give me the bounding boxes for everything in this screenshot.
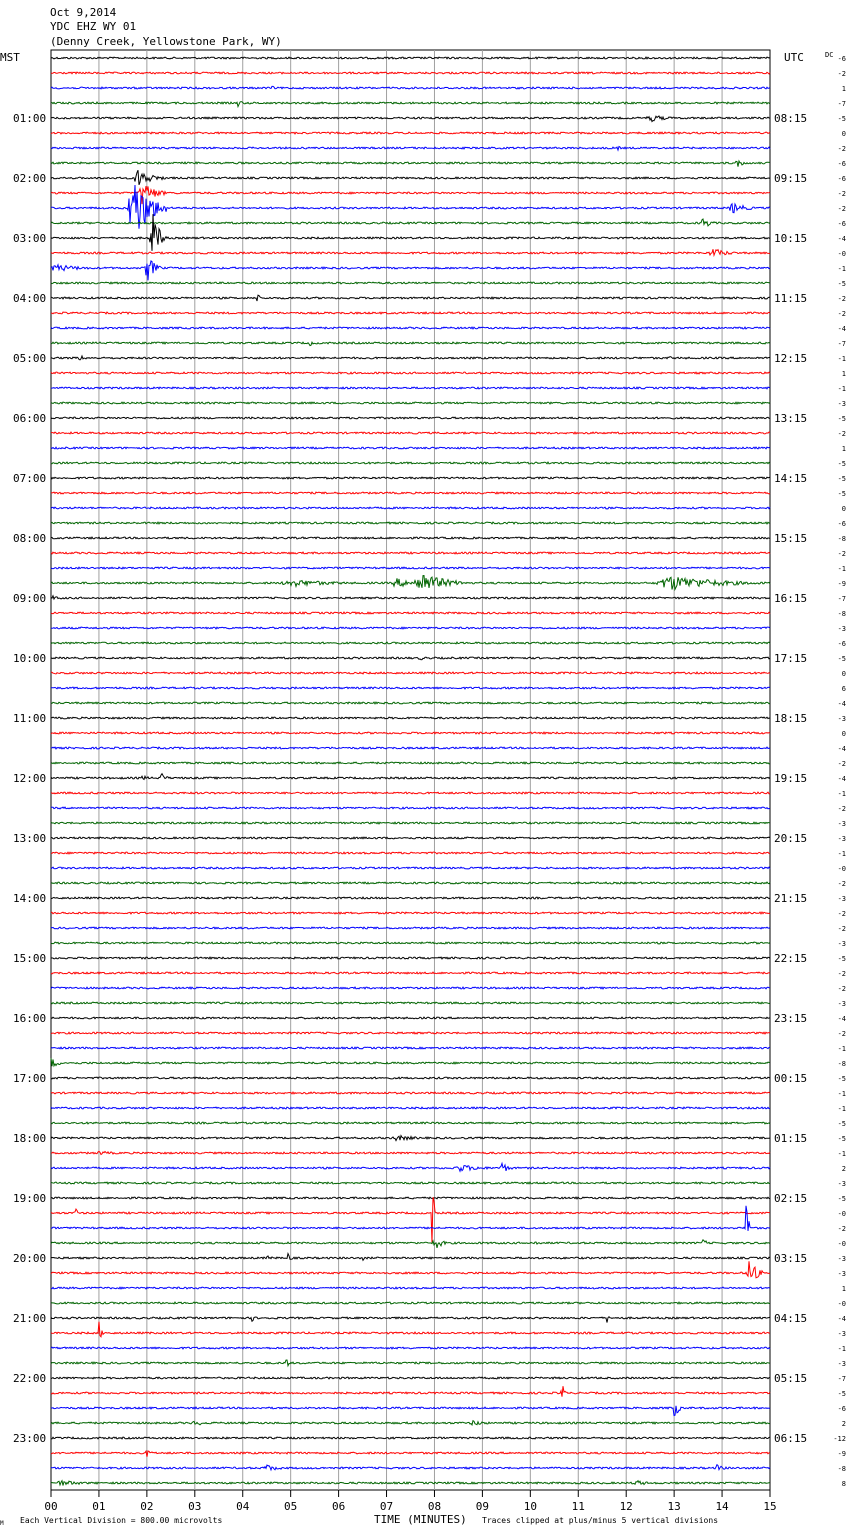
left-hour-label: 21:00 bbox=[13, 1312, 47, 1325]
dc-offset-label: -5 bbox=[837, 1075, 846, 1083]
trace-line-33 bbox=[51, 552, 770, 554]
left-hour-label: 12:00 bbox=[13, 772, 47, 785]
trace-line-34 bbox=[51, 567, 770, 569]
dc-offset-label: -7 bbox=[837, 340, 846, 348]
left-hour-label: 16:00 bbox=[13, 1012, 47, 1025]
dc-offset-label: -7 bbox=[837, 595, 846, 603]
right-hour-label: 18:15 bbox=[774, 712, 808, 725]
trace-line-94 bbox=[51, 1465, 770, 1470]
trace-line-23 bbox=[51, 402, 770, 404]
dc-offset-label: -3 bbox=[837, 1000, 846, 1008]
x-tick-label: 10 bbox=[523, 1500, 537, 1513]
trace-line-79 bbox=[51, 1240, 770, 1248]
x-tick-label: 01 bbox=[92, 1500, 106, 1513]
trace-line-61 bbox=[51, 972, 770, 974]
trace-line-11 bbox=[51, 219, 770, 226]
dc-offset-label: -3 bbox=[837, 1255, 846, 1263]
trace-line-64 bbox=[51, 1017, 770, 1019]
trace-line-15 bbox=[51, 282, 770, 284]
dc-offset-label: -6 bbox=[837, 640, 846, 648]
dc-offset-label: -2 bbox=[837, 295, 846, 303]
trace-line-68 bbox=[51, 1077, 770, 1079]
trace-line-75 bbox=[51, 1182, 770, 1184]
x-tick-label: 14 bbox=[715, 1500, 729, 1513]
trace-line-92 bbox=[51, 1437, 770, 1439]
dc-offset-label: -5 bbox=[837, 1120, 846, 1128]
trace-line-45 bbox=[51, 732, 770, 734]
trace-line-83 bbox=[51, 1302, 770, 1304]
right-hour-label: 13:15 bbox=[774, 412, 808, 425]
dc-offset-label: -2 bbox=[837, 205, 846, 213]
dc-offset-label: -8 bbox=[837, 1060, 846, 1068]
trace-line-42 bbox=[51, 687, 770, 689]
trace-line-18 bbox=[51, 327, 770, 329]
dc-offset-label: -2 bbox=[837, 760, 846, 768]
right-hour-label: 09:15 bbox=[774, 172, 808, 185]
left-hour-label: 05:00 bbox=[13, 352, 47, 365]
trace-line-77 bbox=[51, 1197, 770, 1242]
trace-line-40 bbox=[51, 657, 770, 660]
trace-line-8 bbox=[51, 170, 770, 185]
dc-offset-label: -3 bbox=[837, 1270, 846, 1278]
trace-line-53 bbox=[51, 852, 770, 854]
dc-offset-label: -3 bbox=[837, 625, 846, 633]
clip-note: Traces clipped at plus/minus 5 vertical divisions bbox=[482, 1516, 719, 1525]
left-hour-label: 01:00 bbox=[13, 112, 47, 125]
dc-offset-label: 2 bbox=[841, 1165, 846, 1173]
dc-offset-label: -4 bbox=[837, 325, 846, 333]
scale-mark: M bbox=[0, 1520, 4, 1527]
x-axis-ticks bbox=[44, 1490, 776, 1513]
x-tick-label: 05 bbox=[284, 1500, 298, 1513]
dc-offset-label: -5 bbox=[837, 280, 846, 288]
x-axis-label: TIME (MINUTES) bbox=[374, 1513, 467, 1526]
trace-line-25 bbox=[51, 432, 770, 434]
trace-line-90 bbox=[51, 1406, 770, 1416]
dc-offset-label: -0 bbox=[837, 1300, 846, 1308]
dc-offset-label: -2 bbox=[837, 70, 846, 78]
trace-line-5 bbox=[51, 132, 770, 134]
x-tick-label: 03 bbox=[188, 1500, 202, 1513]
dc-offset-label: 0 bbox=[841, 670, 846, 678]
trace-line-22 bbox=[51, 387, 770, 389]
trace-line-50 bbox=[51, 807, 770, 809]
dc-offset-label: -1 bbox=[837, 1345, 846, 1353]
dc-offset-label: -2 bbox=[837, 985, 846, 993]
trace-line-28 bbox=[51, 477, 770, 479]
dc-offset-label: -6 bbox=[837, 55, 846, 63]
right-hour-label: 16:15 bbox=[774, 592, 808, 605]
dc-offset-label: -3 bbox=[837, 400, 846, 408]
right-hour-label: 11:15 bbox=[774, 292, 808, 305]
trace-line-69 bbox=[51, 1092, 770, 1094]
right-hour-label: 17:15 bbox=[774, 652, 808, 665]
dc-offset-label: -3 bbox=[837, 835, 846, 843]
right-hour-label: 20:15 bbox=[774, 832, 808, 845]
trace-line-52 bbox=[51, 837, 770, 839]
dc-offset-header: DC bbox=[825, 51, 834, 59]
dc-offset-label: -5 bbox=[837, 490, 846, 498]
right-hour-label: 08:15 bbox=[774, 112, 808, 125]
left-hour-label: 09:00 bbox=[13, 592, 47, 605]
dc-offset-label: 8 bbox=[841, 1480, 846, 1488]
right-hour-label: 01:15 bbox=[774, 1132, 808, 1145]
trace-line-78 bbox=[51, 1206, 770, 1231]
left-hour-label: 23:00 bbox=[13, 1432, 47, 1445]
right-hour-label: 15:15 bbox=[774, 532, 808, 545]
right-hour-label: 04:15 bbox=[774, 1312, 808, 1325]
dc-offset-label: -4 bbox=[837, 775, 846, 783]
trace-line-93 bbox=[51, 1451, 770, 1457]
dc-offset-label: -2 bbox=[837, 190, 846, 198]
trace-line-55 bbox=[51, 882, 770, 884]
dc-offset-label: -3 bbox=[837, 895, 846, 903]
left-hour-label: 02:00 bbox=[13, 172, 47, 185]
trace-line-72 bbox=[51, 1136, 770, 1141]
trace-line-38 bbox=[51, 627, 770, 629]
right-hour-label: 03:15 bbox=[774, 1252, 808, 1265]
dc-offset-label: 0 bbox=[841, 505, 846, 513]
header-location: (Denny Creek, Yellowstone Park, WY) bbox=[50, 35, 282, 48]
dc-offset-label: 2 bbox=[841, 1420, 846, 1428]
dc-offset-label: -2 bbox=[837, 1030, 846, 1038]
trace-line-7 bbox=[51, 161, 770, 167]
trace-line-70 bbox=[51, 1107, 770, 1109]
trace-line-44 bbox=[51, 717, 770, 719]
dc-offset-label: -2 bbox=[837, 910, 846, 918]
dc-offset-label: -0 bbox=[837, 250, 846, 258]
x-tick-label: 06 bbox=[331, 1500, 346, 1513]
x-tick-label: 15 bbox=[763, 1500, 777, 1513]
dc-offset-label: -5 bbox=[837, 1195, 846, 1203]
dc-offset-label: -4 bbox=[837, 700, 846, 708]
left-hour-label: 19:00 bbox=[13, 1192, 47, 1205]
left-hour-label: 08:00 bbox=[13, 532, 47, 545]
right-hour-label: 23:15 bbox=[774, 1012, 808, 1025]
dc-offset-label: -1 bbox=[837, 1105, 846, 1113]
dc-offset-label: -7 bbox=[837, 100, 846, 108]
trace-line-49 bbox=[51, 792, 770, 794]
dc-offset-label: 6 bbox=[841, 685, 846, 693]
right-hour-label: 05:15 bbox=[774, 1372, 808, 1385]
dc-offset-label: -1 bbox=[837, 1150, 846, 1158]
dc-offset-label: -4 bbox=[837, 235, 846, 243]
x-tick-label: 04 bbox=[236, 1500, 250, 1513]
dc-offset-label: -2 bbox=[837, 880, 846, 888]
dc-offset-label: -2 bbox=[837, 925, 846, 933]
dc-offset-label: -3 bbox=[837, 820, 846, 828]
trace-line-89 bbox=[51, 1386, 770, 1397]
dc-offset-label: -2 bbox=[837, 145, 846, 153]
dc-offset-label: -6 bbox=[837, 520, 846, 528]
left-hour-label: 03:00 bbox=[13, 232, 47, 245]
trace-line-3 bbox=[51, 102, 770, 107]
dc-offset-labels bbox=[833, 55, 846, 1488]
dc-offset-label: -3 bbox=[837, 1360, 846, 1368]
trace-line-54 bbox=[51, 867, 770, 869]
dc-offset-label: -2 bbox=[837, 430, 846, 438]
left-hour-label: 17:00 bbox=[13, 1072, 47, 1085]
right-hour-label: 21:15 bbox=[774, 892, 808, 905]
trace-line-71 bbox=[51, 1122, 770, 1124]
dc-offset-label: -2 bbox=[837, 310, 846, 318]
trace-line-4 bbox=[51, 116, 770, 122]
trace-line-37 bbox=[51, 612, 770, 614]
right-time-zone-label: UTC bbox=[784, 51, 804, 64]
dc-offset-label: -3 bbox=[837, 715, 846, 723]
dc-offset-label: -12 bbox=[833, 1435, 846, 1443]
right-hour-label: 06:15 bbox=[774, 1432, 808, 1445]
trace-line-56 bbox=[51, 897, 770, 899]
left-hour-label: 11:00 bbox=[13, 712, 47, 725]
right-hour-label: 12:15 bbox=[774, 352, 808, 365]
trace-line-87 bbox=[51, 1360, 770, 1366]
trace-line-36 bbox=[51, 596, 770, 599]
trace-line-41 bbox=[51, 672, 770, 674]
trace-line-20 bbox=[51, 356, 770, 360]
dc-offset-label: -1 bbox=[837, 1045, 846, 1053]
header-date: Oct 9,2014 bbox=[50, 6, 117, 19]
dc-offset-label: -3 bbox=[837, 1330, 846, 1338]
dc-offset-label: -1 bbox=[837, 565, 846, 573]
dc-offset-label: -4 bbox=[837, 1015, 846, 1023]
dc-offset-label: -6 bbox=[837, 160, 846, 168]
dc-offset-label: 0 bbox=[841, 730, 846, 738]
x-tick-label: 11 bbox=[571, 1500, 585, 1513]
dc-offset-label: 1 bbox=[841, 445, 846, 453]
dc-offset-label: -8 bbox=[837, 1465, 846, 1473]
trace-line-85 bbox=[51, 1322, 770, 1337]
dc-offset-label: -0 bbox=[837, 1240, 846, 1248]
trace-line-46 bbox=[51, 747, 770, 749]
dc-offset-label: -5 bbox=[837, 460, 846, 468]
trace-line-88 bbox=[51, 1377, 770, 1379]
left-hour-label: 22:00 bbox=[13, 1372, 47, 1385]
trace-line-0 bbox=[51, 57, 770, 59]
dc-offset-label: -5 bbox=[837, 1135, 846, 1143]
dc-offset-label: -6 bbox=[837, 1405, 846, 1413]
dc-offset-label: -4 bbox=[837, 1315, 846, 1323]
left-time-zone-label: MST bbox=[0, 51, 20, 64]
trace-line-95 bbox=[51, 1481, 770, 1486]
trace-line-86 bbox=[51, 1347, 770, 1349]
x-tick-label: 00 bbox=[44, 1500, 58, 1513]
trace-line-12 bbox=[51, 214, 770, 251]
dc-offset-label: -2 bbox=[837, 970, 846, 978]
trace-line-2 bbox=[51, 86, 770, 89]
left-hour-label: 14:00 bbox=[13, 892, 47, 905]
dc-offset-label: -6 bbox=[837, 220, 846, 228]
trace-line-51 bbox=[51, 822, 770, 824]
dc-offset-label: -5 bbox=[837, 655, 846, 663]
right-hour-label: 19:15 bbox=[774, 772, 808, 785]
x-tick-label: 02 bbox=[140, 1500, 154, 1513]
dc-offset-label: -1 bbox=[837, 1090, 846, 1098]
dc-offset-label: -3 bbox=[837, 940, 846, 948]
dc-offset-label: -1 bbox=[837, 355, 846, 363]
dc-offset-label: -8 bbox=[837, 535, 846, 543]
dc-offset-label: -0 bbox=[837, 865, 846, 873]
dc-offset-label: 1 bbox=[841, 85, 846, 93]
dc-offset-label: -6 bbox=[837, 175, 846, 183]
trace-line-13 bbox=[51, 249, 770, 255]
trace-line-31 bbox=[51, 522, 770, 524]
dc-offset-label: -5 bbox=[837, 115, 846, 123]
left-hour-label: 20:00 bbox=[13, 1252, 47, 1265]
trace-line-19 bbox=[51, 342, 770, 346]
left-hour-label: 04:00 bbox=[13, 292, 47, 305]
left-hour-label: 13:00 bbox=[13, 832, 47, 845]
trace-line-74 bbox=[51, 1163, 770, 1171]
dc-offset-label: -1 bbox=[837, 385, 846, 393]
dc-offset-label: -1 bbox=[837, 850, 846, 858]
trace-line-66 bbox=[51, 1047, 770, 1049]
trace-line-39 bbox=[51, 642, 770, 644]
x-tick-label: 09 bbox=[475, 1500, 490, 1513]
trace-line-43 bbox=[51, 702, 770, 704]
dc-offset-label: 1 bbox=[841, 1285, 846, 1293]
header-station: YDC EHZ WY 01 bbox=[50, 20, 137, 33]
left-hour-label: 07:00 bbox=[13, 472, 47, 485]
trace-line-57 bbox=[51, 912, 770, 914]
dc-offset-label: -7 bbox=[837, 1375, 846, 1383]
x-tick-label: 12 bbox=[619, 1500, 633, 1513]
dc-offset-label: -9 bbox=[837, 580, 846, 588]
dc-offset-label: -0 bbox=[837, 1210, 846, 1218]
dc-offset-label: -5 bbox=[837, 475, 846, 483]
right-hour-labels bbox=[774, 112, 807, 1445]
left-hour-label: 15:00 bbox=[13, 952, 47, 965]
right-hour-label: 22:15 bbox=[774, 952, 808, 965]
trace-line-35 bbox=[51, 576, 770, 590]
right-hour-label: 10:15 bbox=[774, 232, 808, 245]
right-hour-label: 00:15 bbox=[774, 1072, 808, 1085]
trace-line-59 bbox=[51, 942, 770, 944]
trace-line-24 bbox=[51, 417, 770, 419]
trace-line-82 bbox=[51, 1287, 770, 1289]
scale-note: Each Vertical Division = 800.00 microvolts bbox=[20, 1516, 223, 1525]
trace-line-63 bbox=[51, 1002, 770, 1004]
dc-offset-label: -1 bbox=[837, 790, 846, 798]
left-hour-label: 18:00 bbox=[13, 1132, 47, 1145]
right-hour-label: 02:15 bbox=[774, 1192, 808, 1205]
trace-line-1 bbox=[51, 72, 770, 74]
dc-offset-label: -1 bbox=[837, 265, 846, 273]
x-tick-label: 08 bbox=[427, 1500, 442, 1513]
trace-line-48 bbox=[51, 774, 770, 780]
trace-group bbox=[51, 57, 770, 1485]
trace-line-84 bbox=[51, 1317, 770, 1323]
dc-offset-label: 0 bbox=[841, 130, 846, 138]
dc-offset-label: -5 bbox=[837, 1390, 846, 1398]
trace-line-17 bbox=[51, 312, 770, 314]
trace-line-47 bbox=[51, 762, 770, 764]
trace-line-76 bbox=[51, 1197, 770, 1199]
trace-line-16 bbox=[51, 295, 770, 301]
trace-line-73 bbox=[51, 1151, 770, 1154]
trace-line-65 bbox=[51, 1032, 770, 1034]
trace-line-58 bbox=[51, 927, 770, 929]
dc-offset-label: -5 bbox=[837, 415, 846, 423]
left-hour-label: 10:00 bbox=[13, 652, 47, 665]
trace-line-6 bbox=[51, 147, 770, 151]
trace-line-27 bbox=[51, 462, 770, 464]
left-hour-labels bbox=[13, 112, 46, 1445]
dc-offset-label: -2 bbox=[837, 805, 846, 813]
trace-line-81 bbox=[51, 1261, 770, 1278]
trace-line-30 bbox=[51, 507, 770, 509]
left-hour-label: 06:00 bbox=[13, 412, 47, 425]
right-hour-label: 14:15 bbox=[774, 472, 808, 485]
dc-offset-label: -3 bbox=[837, 1180, 846, 1188]
trace-line-9 bbox=[51, 186, 770, 204]
dc-offset-label: 1 bbox=[841, 370, 846, 378]
dc-offset-label: -2 bbox=[837, 550, 846, 558]
trace-line-62 bbox=[51, 987, 770, 989]
trace-line-91 bbox=[51, 1421, 770, 1425]
dc-offset-label: -5 bbox=[837, 955, 846, 963]
trace-line-29 bbox=[51, 492, 770, 494]
trace-line-32 bbox=[51, 537, 770, 539]
x-tick-label: 13 bbox=[667, 1500, 681, 1513]
trace-line-26 bbox=[51, 447, 770, 449]
trace-line-60 bbox=[51, 957, 770, 959]
dc-offset-label: -8 bbox=[837, 610, 846, 618]
dc-offset-label: -2 bbox=[837, 1225, 846, 1233]
dc-offset-label: -4 bbox=[837, 745, 846, 753]
trace-line-67 bbox=[51, 1058, 770, 1066]
x-tick-label: 07 bbox=[379, 1500, 394, 1513]
trace-line-80 bbox=[51, 1254, 770, 1261]
dc-offset-label: -9 bbox=[837, 1450, 846, 1458]
trace-line-14 bbox=[51, 261, 770, 281]
trace-line-21 bbox=[51, 372, 770, 374]
